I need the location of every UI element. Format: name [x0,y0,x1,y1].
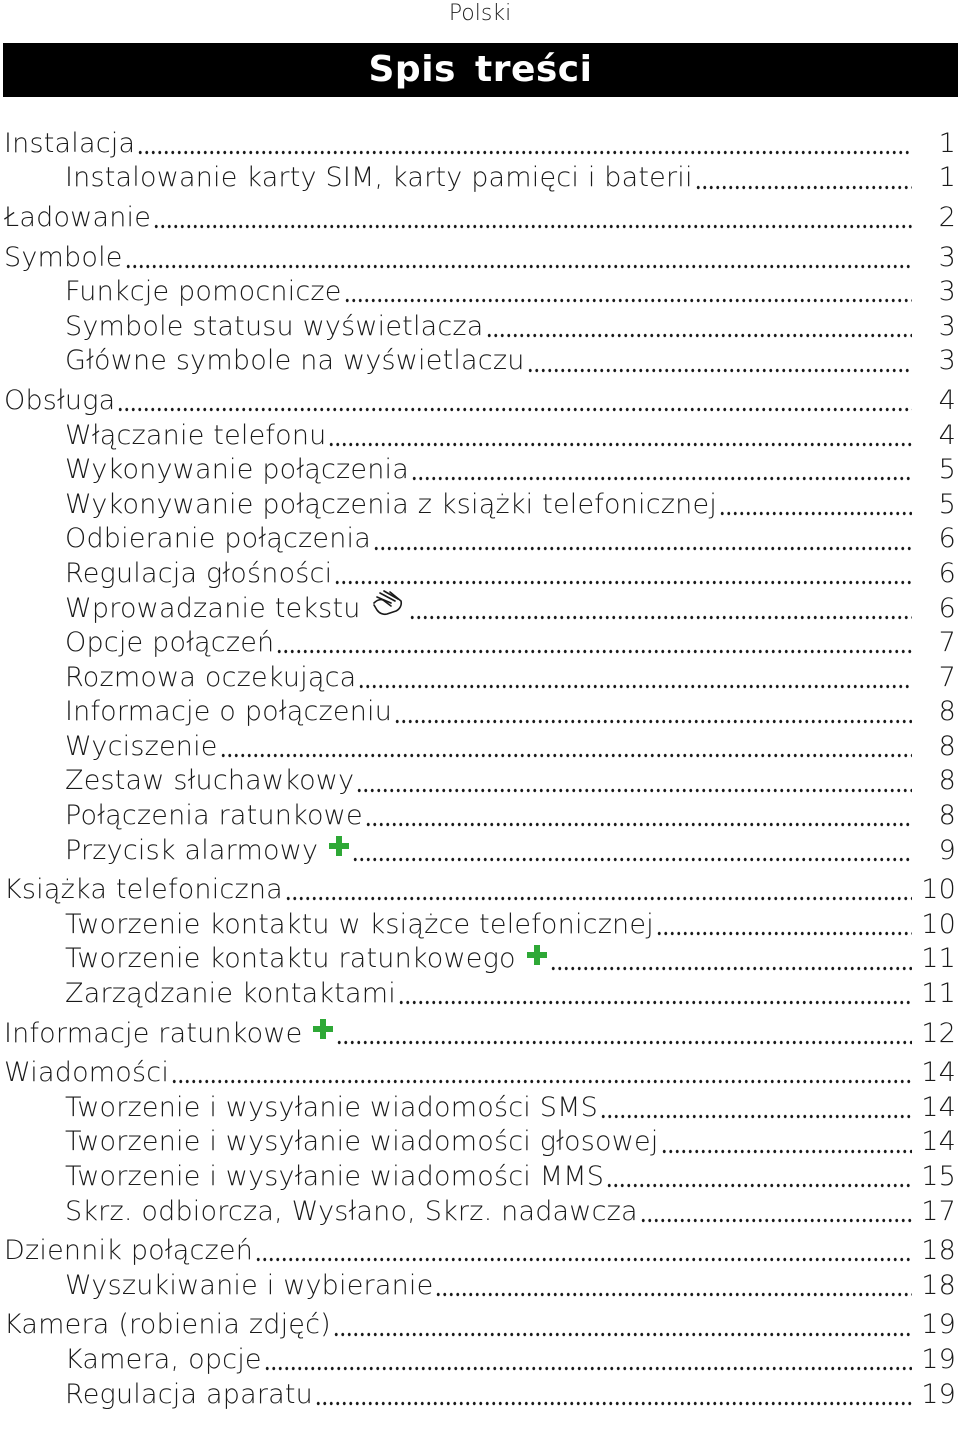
toc-page-number: 14 [921,1057,956,1089]
dot-leader [398,976,912,1011]
dot-leader [550,942,912,977]
toc-entry-title: Wykonywanie połączenia z książki telefonicznej [65,488,717,520]
dot-leader [365,798,912,833]
toc-section[interactable] [0,1016,960,1051]
dot-leader [117,383,912,418]
toc-page-number: 8 [938,765,956,797]
dot-leader [276,625,912,660]
toc-page-number: 3 [938,241,956,273]
toc-page-number: 3 [938,310,956,342]
toc-page-number: 8 [938,730,956,762]
toc-entry-title: Instalacja [4,127,136,159]
toc-entry-title: Połączenia ratunkowe [65,800,363,832]
dot-leader [137,126,912,161]
toc-entry-title: Informacje o połączeniu [65,696,393,728]
dot-leader [656,907,912,942]
dot-leader [285,872,912,907]
dot-leader [125,240,912,275]
toc-page-number: 6 [938,523,956,555]
toc-page-number: 18 [921,1235,956,1267]
toc-entry-title: Zarządzanie kontaktami [65,978,396,1010]
table-of-contents [0,126,960,1411]
toc-subsection[interactable] [0,556,960,591]
toc-subsection[interactable] [0,1159,960,1194]
toc-subsection[interactable] [0,764,960,799]
toc-entry-title: Ładowanie [4,201,152,233]
toc-page-number: 14 [921,1091,956,1123]
toc-page-number: 10 [921,908,956,940]
toc-page-number: 12 [921,1017,956,1049]
dot-leader [435,1268,912,1303]
plus-icon [312,1018,334,1040]
toc-entry-title: Obsługa [4,384,116,416]
toc-subsection[interactable] [0,1125,960,1160]
toc-section[interactable] [0,1055,960,1090]
dot-leader [255,1233,912,1268]
page-title: Spis treści [368,49,593,90]
dot-leader [373,522,912,557]
toc-page-number: 5 [938,454,956,486]
toc-section[interactable] [0,1308,960,1343]
toc-entry-title: Tworzenie kontaktu w książce telefonicznej [65,908,654,940]
toc-entry-title: Wiadomości [4,1057,170,1089]
toc-entry-title: Odbieranie połączenia [65,523,371,555]
toc-page-number: 1 [938,127,956,159]
toc-section[interactable] [0,240,960,275]
toc-page-number: 19 [921,1309,956,1341]
toc-subsection[interactable] [0,976,960,1011]
dot-leader [606,1159,912,1194]
toc-subsection[interactable] [0,660,960,695]
toc-page-number: 10 [921,874,956,906]
language-label: Polski [448,1,512,26]
dot-leader [328,418,912,453]
toc-page-number: 19 [921,1343,956,1375]
toc-subsection[interactable] [0,591,960,626]
toc-entry-title: Włączanie telefonu [65,419,327,451]
toc-entry-title: Tworzenie kontaktu ratunkowego [65,943,516,975]
dot-leader [411,452,912,487]
dot-leader [695,161,912,196]
toc-page-number: 15 [921,1161,956,1193]
toc-entry-title: Wykonywanie połączenia [65,454,409,486]
toc-page-number: 8 [938,800,956,832]
toc-subsection[interactable] [0,729,960,764]
toc-subsection[interactable] [0,833,960,868]
dot-leader [409,591,912,626]
toc-entry-title: Informacje ratunkowe [4,1017,303,1049]
toc-subsection[interactable] [0,625,960,660]
toc-page-number: 11 [921,943,956,975]
dot-leader [486,309,912,344]
dot-leader [640,1194,912,1229]
toc-page-number: 17 [921,1195,956,1227]
toc-subsection[interactable] [0,161,960,196]
dot-leader [394,695,912,730]
dot-leader [358,660,912,695]
dot-leader [220,729,912,764]
toc-entry-title: Zestaw słuchawkowy [65,765,355,797]
toc-subsection[interactable] [0,942,960,977]
toc-entry-title: Dziennik połączeń [4,1235,254,1267]
toc-subsection[interactable] [0,1090,960,1125]
toc-entry-title: Tworzenie i wysyłanie wiadomości MMS [65,1161,605,1193]
toc-page-number: 6 [938,557,956,589]
toc-subsection[interactable] [0,1377,960,1412]
toc-entry-title: Tworzenie i wysyłanie wiadomości SMS [65,1091,598,1123]
dot-leader [264,1342,912,1377]
dot-leader [527,344,912,379]
toc-page-number: 3 [938,276,956,308]
toc-subsection[interactable] [0,695,960,730]
toc-entry-title: Funkcje pomocnicze [65,276,342,308]
toc-subsection[interactable] [0,487,960,522]
toc-section[interactable] [0,200,960,235]
dot-leader [344,274,912,309]
toc-subsection[interactable] [0,522,960,557]
dot-leader [356,764,912,799]
toc-page-number: 4 [938,419,956,451]
toc-page-number: 5 [938,488,956,520]
toc-entry-title: Kamera, opcje [65,1343,262,1375]
toc-page-number: 18 [921,1269,956,1301]
toc-entry-title: Książka telefoniczna [4,874,283,906]
toc-subsection[interactable] [0,1194,960,1229]
toc-entry-title: Tworzenie i wysyłanie wiadomości głosowej [65,1126,659,1158]
toc-entry-title: Opcje połączeń [65,627,275,659]
dot-leader [600,1090,912,1125]
toc-entry-title: Symbole [4,241,123,273]
toc-subsection[interactable] [0,418,960,453]
toc-entry-title: Regulacja głośności [65,557,333,589]
toc-subsection[interactable] [0,907,960,942]
dot-leader [336,1016,912,1051]
toc-section[interactable] [0,383,960,418]
dot-leader [352,833,912,868]
title-bar [3,43,958,97]
toc-page-number: 14 [921,1126,956,1158]
toc-page-number: 7 [938,627,956,659]
toc-entry-title: Kamera (robienia zdjęć) [4,1309,331,1341]
toc-subsection[interactable] [0,798,960,833]
toc-subsection[interactable] [0,274,960,309]
plus-icon [328,835,350,857]
dot-leader [333,1308,912,1343]
plus-icon [526,944,548,966]
toc-entry-title: Symbole statusu wyświetlacza [65,310,484,342]
toc-subsection[interactable] [0,309,960,344]
toc-section[interactable] [0,872,960,907]
dot-leader [153,200,912,235]
toc-page-number: 1 [938,162,956,194]
toc-entry-title: Regulacja aparatu [65,1378,313,1410]
toc-entry-title: Wprowadzanie tekstu [65,592,361,624]
toc-subsection[interactable] [0,1268,960,1303]
toc-entry-title: Instalowanie karty SIM, karty pamięci i baterii [65,162,693,194]
toc-entry-title: Skrz. odbiorcza, Wysłano, Skrz. nadawcza [65,1195,638,1227]
toc-page-number: 3 [938,345,956,377]
toc-subsection[interactable] [0,1342,960,1377]
toc-page-number: 9 [938,834,956,866]
dot-leader [334,556,912,591]
dot-leader [315,1377,912,1412]
toc-section[interactable] [0,126,960,161]
dot-leader [719,487,912,522]
toc-page-number: 6 [938,592,956,624]
toc-section[interactable] [0,1233,960,1268]
toc-entry-title: Wyciszenie [65,730,218,762]
dot-leader [661,1125,912,1160]
toc-subsection[interactable] [0,452,960,487]
toc-page-number: 7 [938,661,956,693]
toc-subsection[interactable] [0,344,960,379]
toc-entry-title: Rozmowa oczekująca [65,661,357,693]
hand-icon [371,589,407,619]
toc-entry-title: Wyszukiwanie i wybieranie [65,1269,434,1301]
dot-leader [171,1055,912,1090]
toc-page-number: 2 [938,201,956,233]
toc-entry-title: Główne symbole na wyświetlaczu [65,345,525,377]
toc-page-number: 4 [938,384,956,416]
toc-entry-title: Przycisk alarmowy [65,834,319,866]
toc-page-number: 19 [921,1378,956,1410]
toc-page-number: 8 [938,696,956,728]
toc-page-number: 11 [921,978,956,1010]
